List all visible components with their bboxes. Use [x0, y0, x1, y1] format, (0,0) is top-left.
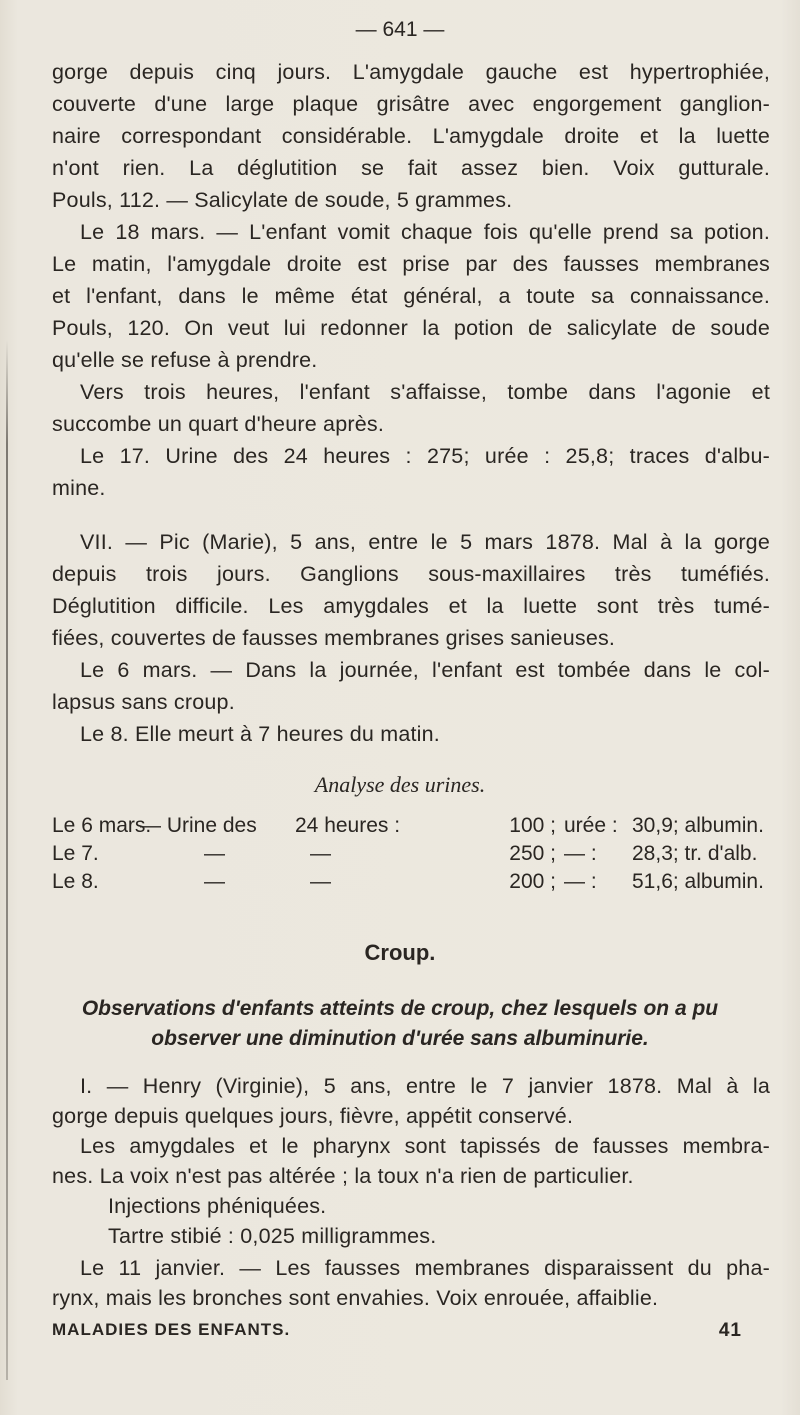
- text-line: Tartre stibié : 0,025 milligrammes.: [108, 1224, 437, 1248]
- text-line: n'ont rien. La déglutition se fait assez bien. Voix gutturale.: [52, 156, 770, 180]
- text-line: et l'enfant, dans le même état général, a toute sa connaissance.: [52, 284, 770, 308]
- section-title: Croup.: [364, 940, 436, 965]
- section-subtitle: [0, 994, 800, 1054]
- text-line: qu'elle se refuse à prendre.: [52, 348, 318, 372]
- urine-value: 28,3; tr. d'alb.: [632, 842, 758, 865]
- urine-amount: 200 ;: [509, 870, 556, 893]
- text-line: Le 11 janvier. — Les fausses membranes disparaissent du pha-: [80, 1256, 770, 1280]
- text-line: Les amygdales et le pharynx sont tapissés de fausses membra-: [80, 1134, 770, 1158]
- text-line: naire correspondant considérable. L'amygdale droite et la luette: [52, 124, 770, 148]
- urine-amount: 100 ;: [509, 814, 556, 837]
- urine-value: 51,6; albumin.: [632, 870, 764, 893]
- subtitle-line: Observations d'enfants atteints de croup, chez lesquels on a pu: [81, 997, 719, 1020]
- urine-hours: —: [310, 870, 331, 893]
- urine-label: — Urine des: [140, 814, 257, 837]
- urine-hours: 24 heures :: [295, 814, 401, 837]
- text-line: gorge depuis cinq jours. L'amygdale gauche est hypertrophiée,: [52, 60, 770, 84]
- urine-date: Le 6 mars.: [52, 814, 152, 837]
- text-line: rynx, mais les bronches sont envahies. Voix enrouée, affaiblie.: [52, 1286, 659, 1310]
- text-line: Pouls, 120. On veut lui redonner la potion de salicylate de soude: [52, 316, 770, 340]
- urine-label: —: [204, 870, 225, 893]
- urine-hours: —: [310, 842, 331, 865]
- text-line: fiées, couvertes de fausses membranes grises sanieuses.: [52, 626, 616, 650]
- text-line: I. — Henry (Virginie), 5 ans, entre le 7 janvier 1878. Mal à la: [80, 1074, 770, 1098]
- text-line: couverte d'une large plaque grisâtre avec engorgement ganglion-: [52, 92, 770, 116]
- text-line: Injections phéniquées.: [108, 1194, 327, 1218]
- urine-analysis-heading: Analyse des urines.: [314, 772, 486, 797]
- urine-amount: 250 ;: [509, 842, 556, 865]
- text-line: Le 8. Elle meurt à 7 heures du matin.: [80, 722, 440, 746]
- text-line: nes. La voix n'est pas altérée ; la toux n'a rien de particulier.: [52, 1164, 634, 1188]
- text-line: succombe un quart d'heure après.: [52, 412, 385, 436]
- text-line: Déglutition difficile. Les amygdales et la luette sont très tumé-: [52, 594, 770, 618]
- text-line: gorge depuis quelques jours, fièvre, appétit conservé.: [52, 1104, 574, 1128]
- urine-uree: — :: [564, 870, 597, 893]
- signature-mark: MALADIES DES ENFANTS.: [52, 1320, 291, 1339]
- text-line: Le 6 mars. — Dans la journée, l'enfant est tombée dans le col-: [80, 658, 770, 682]
- text-line: lapsus sans croup.: [52, 690, 235, 714]
- text-line: mine.: [52, 476, 106, 500]
- text-line: Le 18 mars. — L'enfant vomit chaque fois qu'elle prend sa potion.: [80, 220, 770, 244]
- urine-date: Le 7.: [52, 842, 99, 865]
- text-line: Le matin, l'amygdale droite est prise par des fausses membranes: [52, 252, 770, 276]
- text-line: Pouls, 112. — Salicylate de soude, 5 grammes.: [52, 188, 513, 212]
- text-line: Vers trois heures, l'enfant s'affaisse, tombe dans l'agonie et: [80, 380, 770, 404]
- signature-number: 41: [718, 1320, 742, 1341]
- urine-value: 30,9; albumin.: [632, 814, 764, 837]
- page-edge-shadow: [6, 340, 8, 1380]
- subtitle-line: observer une diminution d'urée sans albuminurie.: [151, 1027, 649, 1050]
- text-line: VII. — Pic (Marie), 5 ans, entre le 5 mars 1878. Mal à la gorge: [80, 530, 770, 554]
- text-line: Le 17. Urine des 24 heures : 275; urée : 25,8; traces d'albu-: [80, 444, 770, 468]
- text-line: depuis trois jours. Ganglions sous-maxillaires très tuméfiés.: [52, 562, 770, 586]
- urine-uree: urée :: [564, 814, 618, 837]
- page-number: — 641 —: [355, 18, 445, 41]
- urine-date: Le 8.: [52, 870, 99, 893]
- urine-uree: — :: [564, 842, 597, 865]
- urine-label: —: [204, 842, 225, 865]
